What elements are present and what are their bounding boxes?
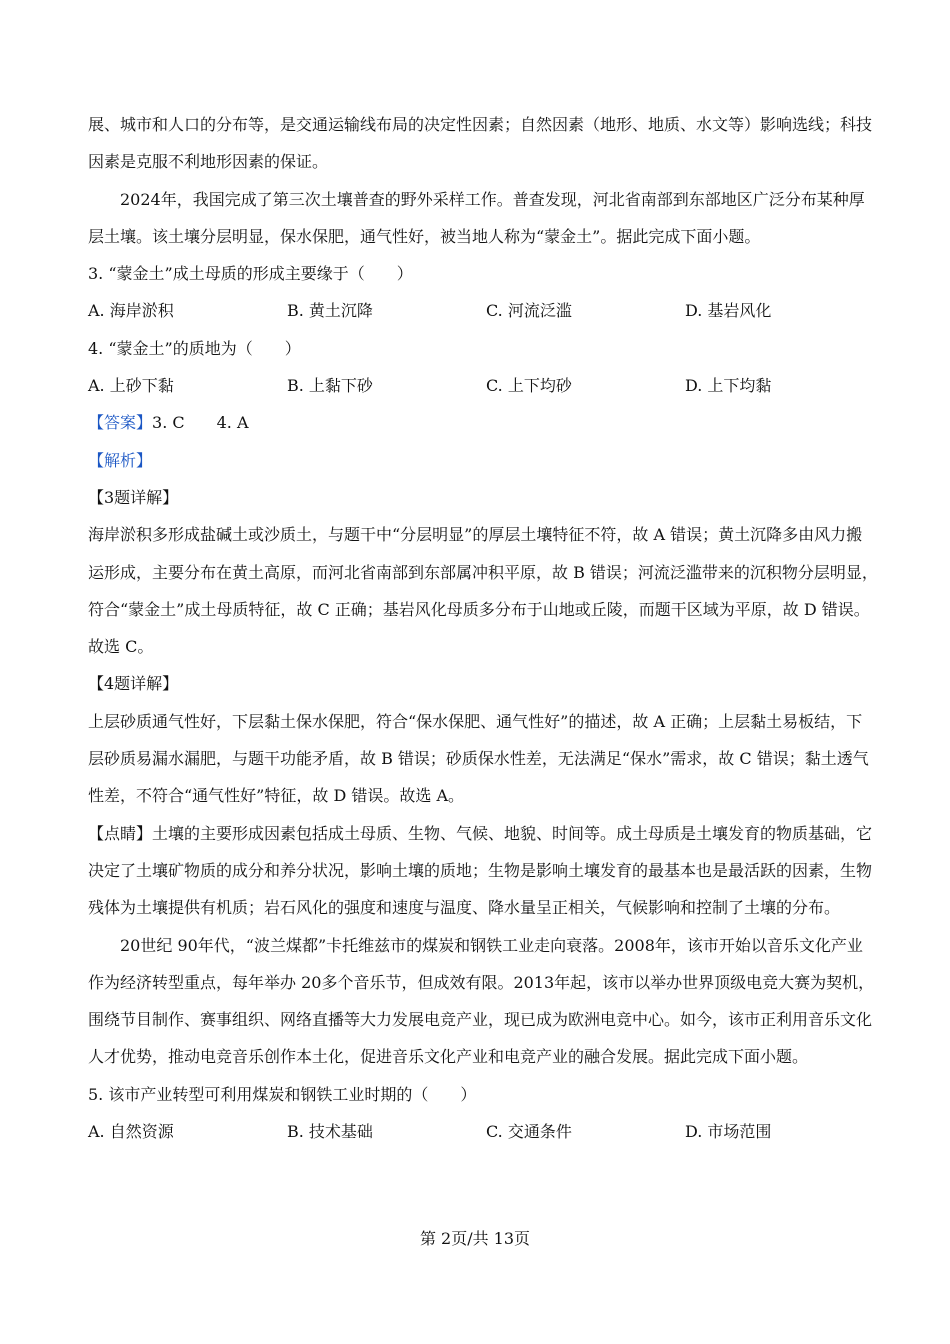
- tip-text: 土壤的主要形成因素包括成土母质、生物、气候、地貌、时间等。成土母质是土壤发育的物质基础，它决定了土壤矿物质的成分和养分状况，影响土壤的质地；生物是影响土壤发育的最基本也是最活跃的因素，生物残体为土壤提供有机质；岩石风化的强度和速度与温度、降水量呈正相关，气候影响和控制了土壤的分布。: [88, 823, 873, 918]
- tip-label: 【点睛】: [88, 823, 153, 843]
- q3-option-a: A. 海岸淤积: [88, 301, 174, 321]
- tip-paragraph: [88, 815, 878, 927]
- paragraph-soil-intro: 2024年，我国完成了第三次土壤普查的野外采样工作。普查发现，河北省南部到东部地区广泛分布某种厚层土壤。该土壤分层明显，保水保肥，通气性好，被当地人称为“蒙金土”。据此完成下面小题。: [88, 189, 865, 246]
- question-5: 5. 该市产业转型可利用煤炭和钢铁工业时期的（ ）: [88, 1084, 477, 1104]
- q3-option-b: B. 黄土沉降: [287, 301, 373, 321]
- paragraph-katowice: 20世纪 90年代，“波兰煤都”卡托维兹市的煤炭和钢铁工业走向衰落。2008年，该市开始以音乐文化产业作为经济转型重点，每年举办 20多个音乐节，但成效有限。2013年起，该市以举办世界顶级电竞大赛为契机，围绕节目制作、赛事组织、网络直播等大力发展电竞产业，现已成为欧洲电竞中心。如今，该市正利用音乐文化人才优势，推动电竞音乐创作本土化，促进音乐文化产业和电竞产业的融合发展。据此完成下面小题。: [88, 935, 875, 1067]
- page-number-footer: 第 2页/共 13页: [419, 1229, 531, 1248]
- q4-option-b: B. 上黏下砂: [287, 376, 373, 396]
- detail-4-heading: 【4题详解】: [88, 674, 179, 694]
- analysis-label: 【解析】: [88, 450, 153, 470]
- q4-option-c: C. 上下均砂: [486, 376, 572, 396]
- q5-option-b: B. 技术基础: [287, 1122, 373, 1142]
- q4-option-d: D. 上下均黏: [685, 376, 772, 396]
- q5-option-c: C. 交通条件: [486, 1122, 572, 1142]
- answer-text: 3. C 4. A: [152, 413, 249, 433]
- paragraph-transport-factors: 展、城市和人口的分布等，是交通运输线布局的决定性因素；自然因素（地形、地质、水文等）影响选线；科技因素是克服不利地形因素的保证。: [88, 115, 873, 172]
- question-4-options: [88, 367, 878, 404]
- answer-label: 【答案】: [88, 413, 153, 433]
- q4-option-a: A. 上砂下黏: [88, 376, 174, 396]
- detail-3-heading: 【3题详解】: [88, 487, 179, 507]
- q5-option-d: D. 市场范围: [685, 1122, 772, 1142]
- q3-option-d: D. 基岩风化: [685, 301, 772, 321]
- analysis-line: [88, 442, 878, 479]
- q3-option-c: C. 河流泛滥: [486, 301, 572, 321]
- question-4: 4. “蒙金土”的质地为（ ）: [88, 338, 301, 358]
- page-content: [88, 0, 878, 1150]
- question-5-options: [88, 1113, 878, 1150]
- q5-option-a: A. 自然资源: [88, 1122, 174, 1142]
- detail-3-text: 海岸淤积多形成盐碱土或沙质土，与题干中“分层明显”的厚层土壤特征不符，故 A 错误；黄土沉降多由风力搬运形成，主要分布在黄土高原，而河北省南部到东部属冲积平原，故 B 错误；河流泛滥带来的沉积物分层明显，符合“蒙金土”成土母质特征，故 C 正确；基岩风化母质多分布于山地或丘陵，而题干区域为平原，故 D 错误。故选 C。: [88, 525, 878, 657]
- answer-line: [88, 404, 878, 441]
- question-3: 3. “蒙金土”成土母质的形成主要缘于（ ）: [88, 264, 413, 284]
- question-3-options: [88, 292, 878, 329]
- detail-4-text: 上层砂质通气性好，下层黏土保水保肥，符合“保水保肥、通气性好”的描述，故 A 正确；上层黏土易板结，下层砂质易漏水漏肥，与题干功能矛盾，故 B 错误；砂质保水性差，无法满足“保水”需求，故 C 错误；黏土透气性差，不符合“通气性好”特征，故 D 错误。故选 A。: [88, 711, 869, 806]
